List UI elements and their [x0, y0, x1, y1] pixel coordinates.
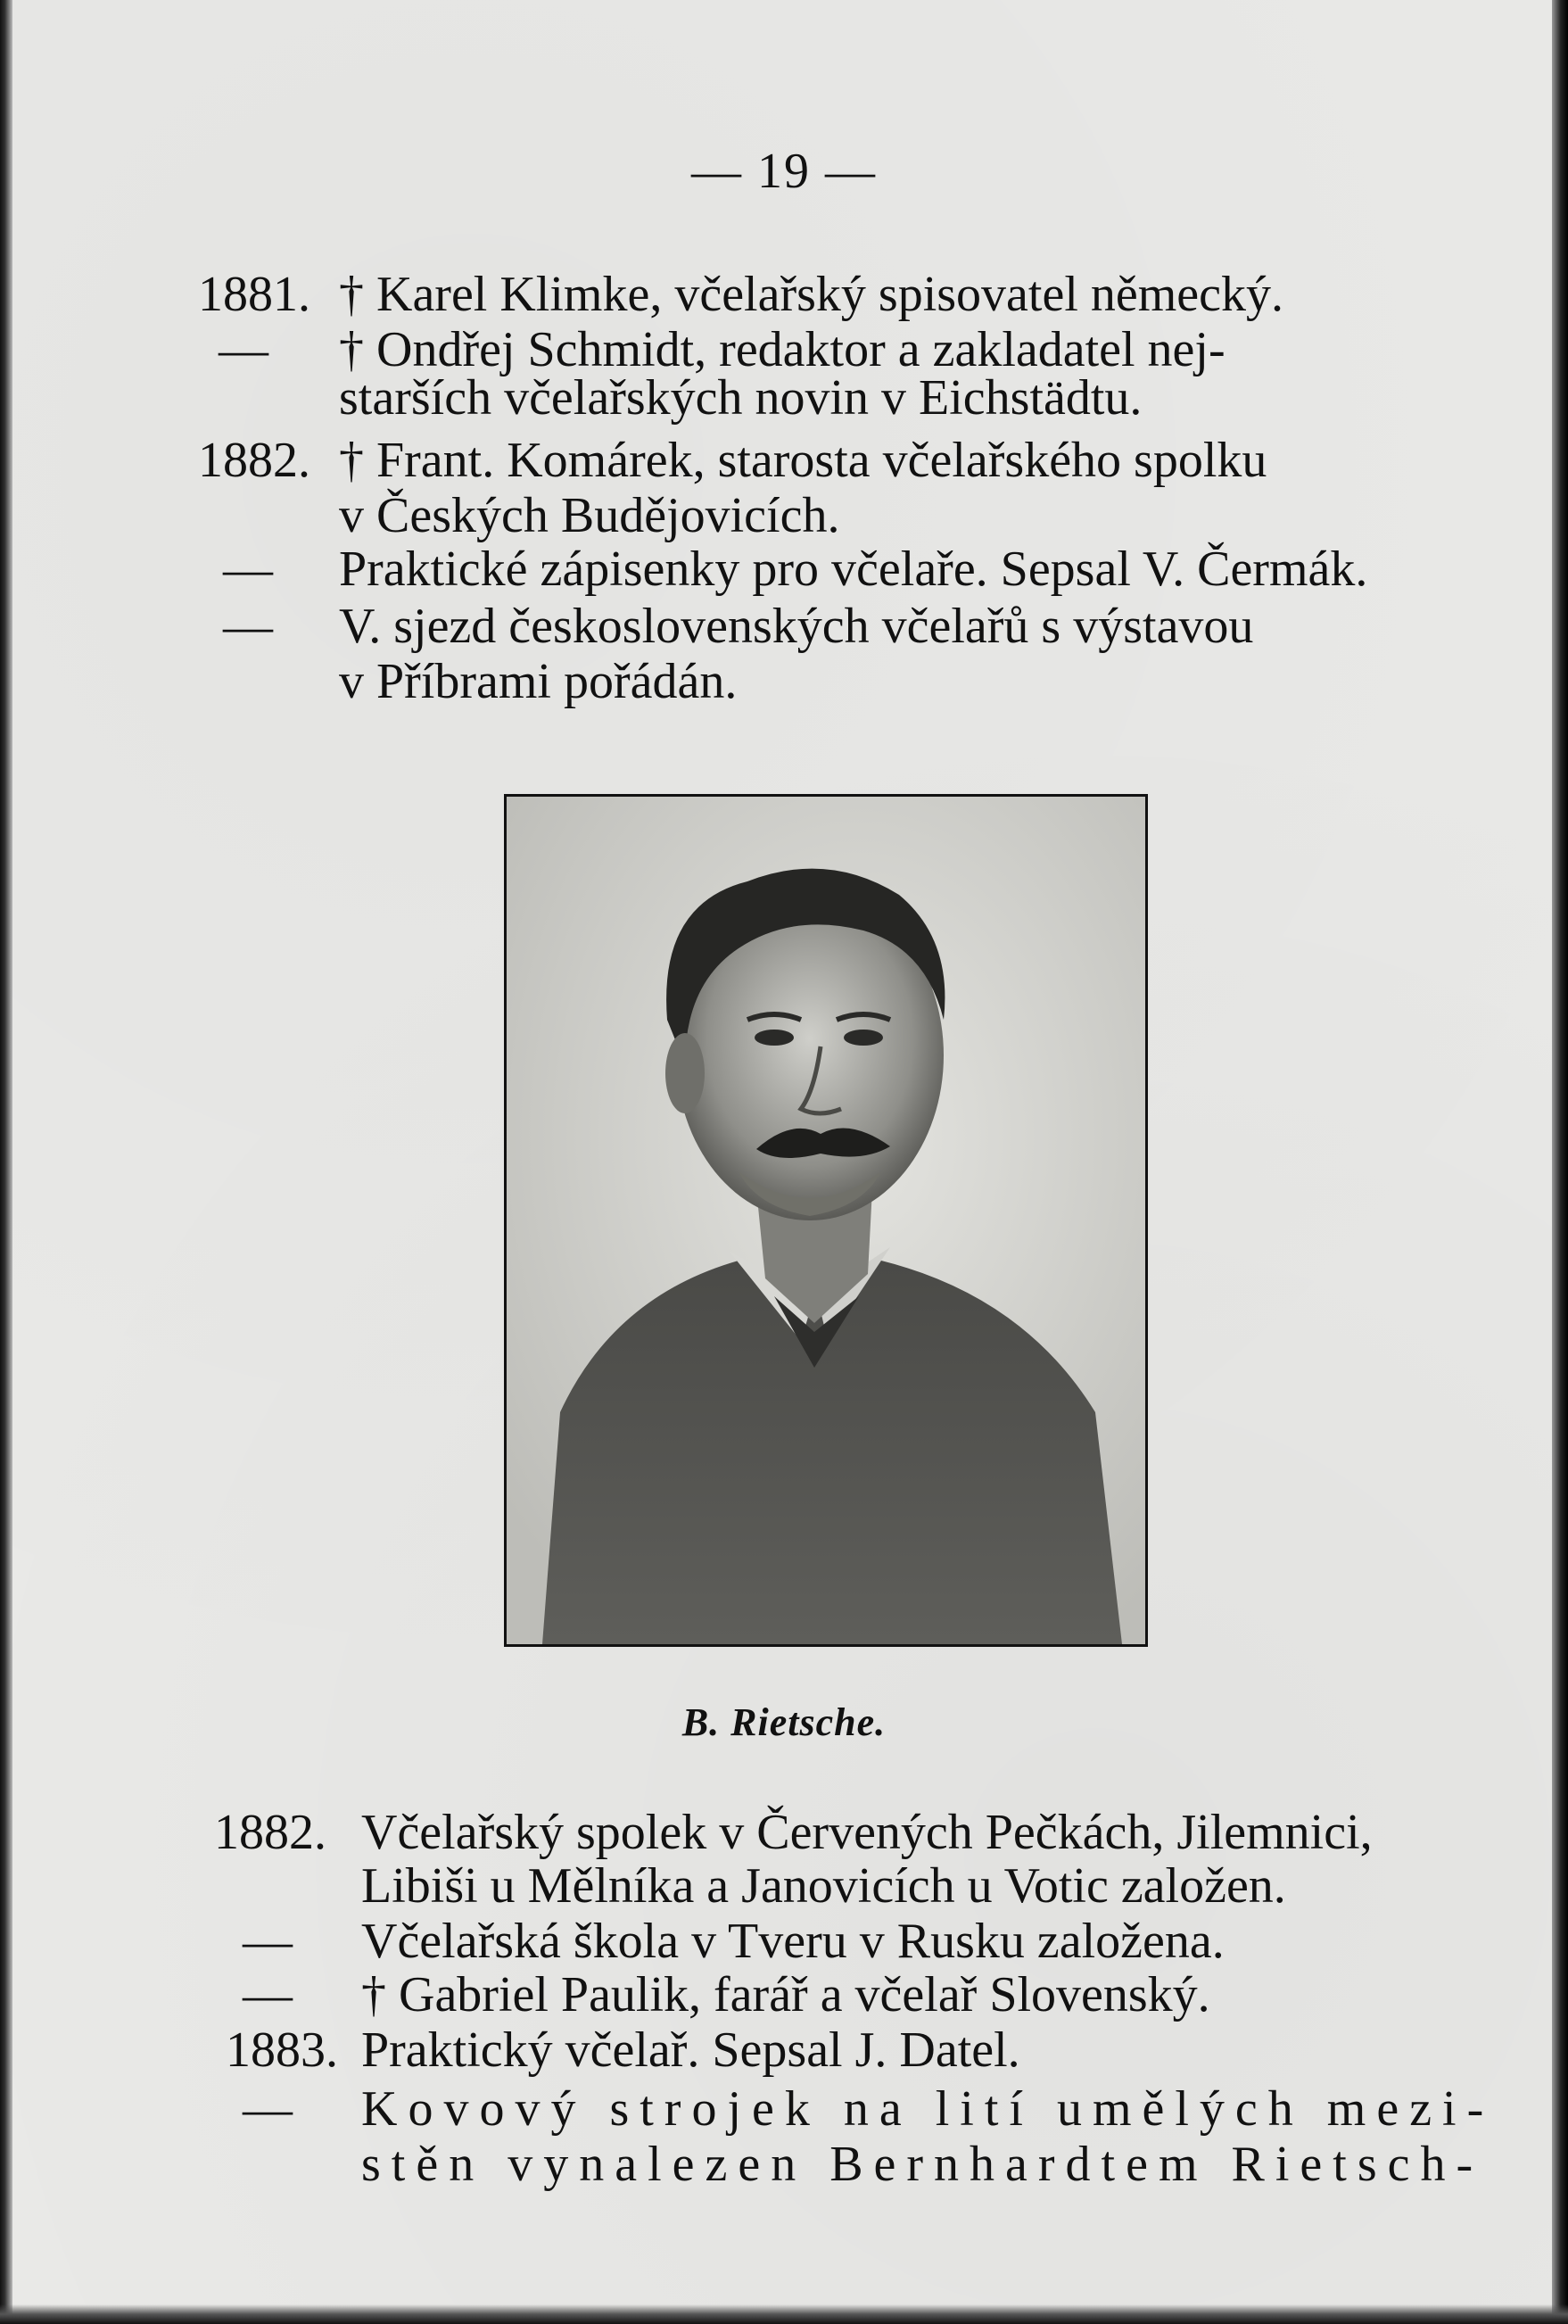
- entry-text: Včelařská škola v Tveru v Rusku založena.: [361, 1914, 1225, 1969]
- entry-text: stěn vynalezen Bernhardtem Rietsch-: [361, 2137, 1484, 2192]
- entry-text: Včelařský spolek v Červených Pečkách, Jilemnici,: [361, 1805, 1373, 1860]
- entry-year-dash: —: [243, 1914, 293, 1969]
- entry-text: Kovový strojek na lití umělých mezi-: [361, 2081, 1495, 2137]
- entry-text: v Českých Budějovicích.: [339, 488, 840, 543]
- entry-text: Praktický včelař. Sepsal J. Datel.: [361, 2022, 1020, 2078]
- entry-year: 1881.: [198, 267, 310, 322]
- entry-text: v Příbrami pořádán.: [339, 654, 738, 709]
- entry-text: V. sjezd československých včelařů s výstavou: [339, 599, 1254, 654]
- entry-text: Libiši u Mělníka a Janovicích u Votic založen.: [361, 1858, 1286, 1914]
- entry-year-dash: —: [223, 542, 273, 597]
- entry-year-dash: —: [243, 1967, 293, 2022]
- entry-year-dash: —: [219, 322, 268, 377]
- page-number: — 19 —: [691, 144, 877, 199]
- portrait-illustration: [507, 797, 1145, 1644]
- scan-edge-right: [1552, 0, 1568, 2324]
- portrait-photo: [504, 794, 1148, 1647]
- portrait-caption: B. Rietsche.: [681, 1700, 887, 1744]
- scan-edge-bottom: [0, 2304, 1568, 2324]
- entry-text: † Ondřej Schmidt, redaktor a zakladatel nej-: [339, 322, 1226, 377]
- scan-edge-left: [0, 0, 12, 2324]
- entry-text: † Frant. Komárek, starosta včelařského spolku: [339, 433, 1267, 488]
- entry-year: 1882.: [214, 1805, 326, 1860]
- entry-text: † Karel Klimke, včelařský spisovatel německý.: [339, 267, 1283, 322]
- entry-year-dash: —: [243, 2081, 293, 2137]
- entry-text: starších včelařských novin v Eichstädtu.: [339, 370, 1143, 426]
- entry-year: 1882.: [198, 433, 310, 488]
- entry-text: Praktické zápisenky pro včelaře. Sepsal V. Čermák.: [339, 542, 1368, 597]
- entry-year: 1883.: [226, 2022, 338, 2078]
- entry-year-dash: —: [223, 599, 273, 654]
- entry-text: † Gabriel Paulik, farář a včelař Slovenský.: [361, 1967, 1210, 2022]
